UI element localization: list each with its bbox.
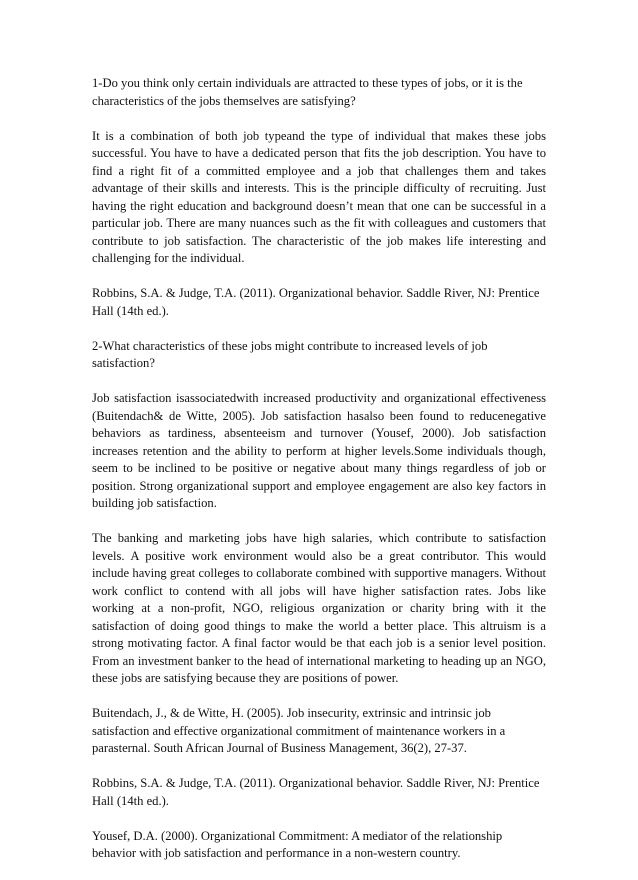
reference-robbins-1: Robbins, S.A. & Judge, T.A. (2011). Organizational behavior. Saddle River, NJ: Prentice Hall (14th ed.). (92, 286, 540, 318)
reference-buitendach: Buitendach, J., & de Witte, H. (2005). Job insecurity, extrinsic and intrinsic job satisfaction and effective organizational commitment of maintenance workers in a parasternal. South African Journal of Business Management, 36(2), 27-37. (92, 706, 506, 755)
answer-1: It is a combination of both job typeand the type of individual that makes these jobs successful. You have to have a dedicated person that fits the job description. You have to find a right fit of a committed employee and a job that challenges them and takes advantage of their skills and interests. This is the principle difficulty of recruiting. Just having the right education and background doesn’t mean that one can be successful in a particular job. There are many nuances such as the fit with colleagues and customers that contribute to job satisfaction. The characteristic of the job makes life interesting and challenging for the individual. (92, 128, 546, 265)
answer-2-paragraph-2: The banking and marketing jobs have high salaries, which contribute to satisfaction levels. A positive work environment would also be a great contributor. This would include having great colleges to collaborate combined with supportive managers. Without work conflict to contend with all jobs will have higher satisfaction rates. Jobs like working at a non-profit, NGO, religious organization or charity bring with it the satisfaction of doing good things to make the world a better place. This altruism is a strong motivating factor. A final factor would be that each job is a senior level position. From an investment banker to the head of international marketing to heading up an NGO, these jobs are satisfying because they are positions of power. (92, 531, 546, 685)
question-1: 1-Do you think only certain individuals are attracted to these types of jobs, or it is the characteristics of the jobs themselves are satisfying? (92, 76, 523, 108)
reference-robbins-2: Robbins, S.A. & Judge, T.A. (2011). Organizational behavior. Saddle River, NJ: Prentice Hall (14th ed.). (92, 776, 540, 808)
answer-2-paragraph-1: Job satisfaction isassociatedwith increased productivity and organizational effectiveness (Buitendach& de Witte, 2005). Job satisfaction hasalso been found to reducenegative behaviors as tardiness, absenteeism and turnover (Yousef, 2000). Job satisfaction increases retention and the ability to perform at higher levels.Some individuals though, seem to be inclined to be positive or negative about many things regardless of job or position. Strong organizational support and employee engagement are also key factors in building job satisfaction. (92, 391, 546, 510)
document-body (92, 75, 546, 880)
reference-yousef: Yousef, D.A. (2000). Organizational Commitment: A mediator of the relationship behavior with job satisfaction and performance in a non-western country. (92, 828, 503, 860)
question-2: 2-What characteristics of these jobs might contribute to increased levels of job satisfaction? (92, 338, 488, 370)
